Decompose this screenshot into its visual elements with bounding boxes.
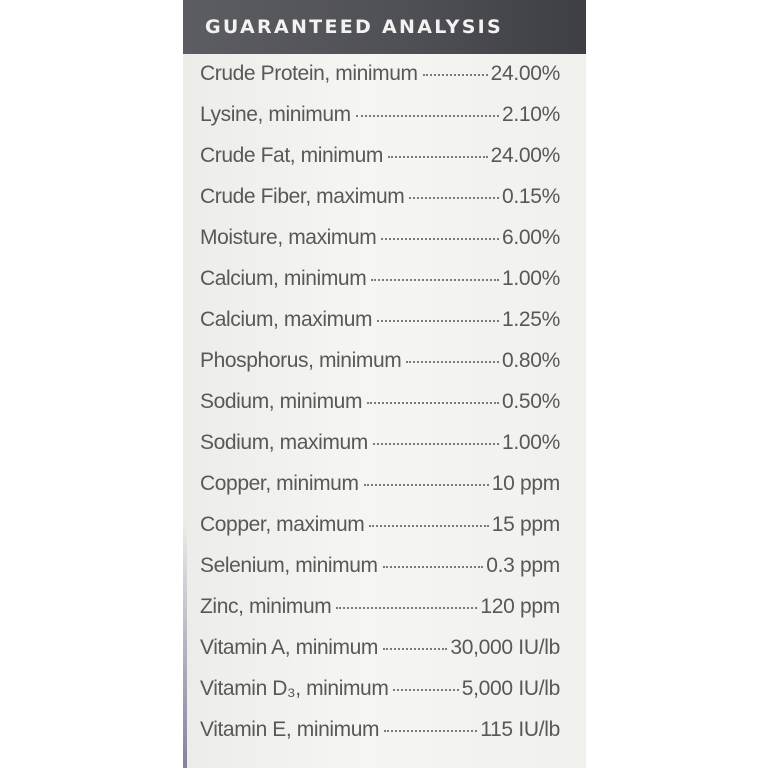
analysis-row [200,513,560,554]
analysis-row [200,103,560,144]
dot-leader [381,238,499,240]
nutrient-label: Selenium, minimum [200,554,378,577]
nutrient-label: Calcium, maximum [200,308,373,331]
nutrient-label: Sodium, maximum [200,431,368,454]
analysis-row [200,595,560,636]
analysis-row [200,267,560,308]
nutrient-value: 2.10% [501,103,560,126]
dot-leader [383,566,484,568]
nutrient-label: Vitamin D₃, minimum [200,677,389,700]
analysis-row [200,349,560,390]
nutrient-value: 24.00% [490,62,560,85]
nutrient-value: 10 ppm [491,472,560,495]
analysis-row [200,431,560,472]
nutrient-label: Vitamin E, minimum [200,718,380,741]
nutrient-value: 1.00% [501,431,560,454]
nutrient-value: 0.50% [501,390,560,413]
dot-leader [393,689,458,691]
nutrient-label: Crude Fiber, maximum [200,185,405,208]
nutrient-value: 24.00% [490,144,560,167]
dot-leader [356,115,499,117]
analysis-list [200,62,560,759]
nutrient-value: 115 IU/lb [480,718,560,741]
nutrient-value: 0.80% [501,349,560,372]
analysis-row [200,62,560,103]
nutrient-label: Phosphorus, minimum [200,349,402,372]
panel-edge-shadow [183,520,187,768]
nutrient-value: 30,000 IU/lb [450,636,560,659]
nutrient-label: Crude Protein, minimum [200,62,418,85]
dot-leader [406,361,499,363]
nutrient-label: Copper, maximum [200,513,365,536]
nutrient-value: 6.00% [501,226,560,249]
nutrient-value: 0.3 ppm [486,554,560,577]
dot-leader [423,74,488,76]
nutrient-label: Sodium, minimum [200,390,363,413]
analysis-row [200,472,560,513]
nutrient-label: Moisture, maximum [200,226,377,249]
nutrient-label: Zinc, minimum [200,595,332,618]
dot-leader [371,279,499,281]
dot-leader [369,525,488,527]
dot-leader [364,484,489,486]
nutrient-label: Vitamin A, minimum [200,636,378,659]
nutrient-value: 1.00% [501,267,560,290]
nutrient-value: 5,000 IU/lb [461,677,560,700]
analysis-row [200,677,560,718]
nutrient-value: 120 ppm [480,595,560,618]
dot-leader [373,443,499,445]
panel-title: GUARANTEED ANALYSIS [205,16,504,38]
panel-header [183,0,586,54]
dot-leader [336,607,477,609]
analysis-row [200,390,560,431]
nutrient-label: Lysine, minimum [200,103,351,126]
dot-leader [383,648,447,650]
dot-leader [367,402,499,404]
analysis-row [200,185,560,226]
dot-leader [409,197,499,199]
nutrient-label: Crude Fat, minimum [200,144,384,167]
analysis-row [200,718,560,759]
nutrient-label: Calcium, minimum [200,267,367,290]
nutrient-label: Copper, minimum [200,472,359,495]
nutrient-value: 1.25% [501,308,560,331]
guaranteed-analysis-panel [183,0,586,768]
analysis-row [200,636,560,677]
dot-leader [388,156,488,158]
nutrient-value: 0.15% [501,185,560,208]
dot-leader [384,730,477,732]
analysis-row [200,554,560,595]
analysis-row [200,144,560,185]
analysis-row [200,308,560,349]
dot-leader [377,320,499,322]
nutrient-value: 15 ppm [491,513,560,536]
analysis-row [200,226,560,267]
